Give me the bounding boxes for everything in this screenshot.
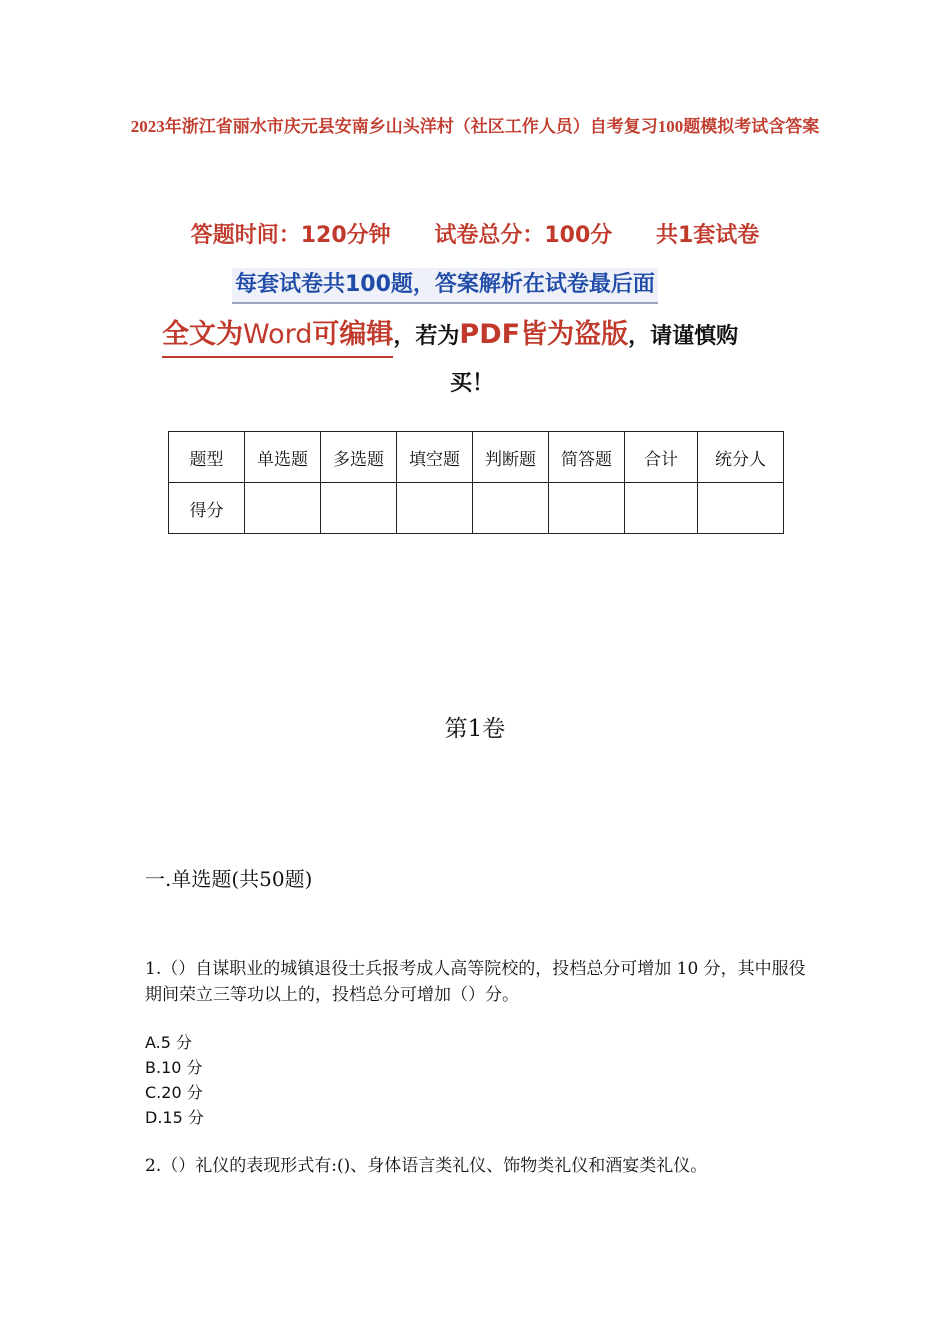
- header-fill-blank: 填空题: [397, 432, 473, 483]
- editable-notice: [162, 319, 393, 358]
- exam-set-count: 共1套试卷: [655, 223, 760, 248]
- notice-part2: 可编辑: [312, 319, 394, 350]
- header-multi-choice: 多选题: [321, 432, 397, 483]
- notice-word: Word: [243, 319, 313, 350]
- answer-notice: 每套试卷共100题，答案解析在试卷最后面: [232, 268, 658, 304]
- header-total: 合计: [625, 432, 698, 483]
- header-single-choice: 单选题: [245, 432, 321, 483]
- exam-info: [0, 218, 950, 249]
- score-cell: [698, 483, 784, 534]
- question-1-option-d: D.15 分: [145, 1108, 204, 1127]
- notice-buy: 买！: [450, 371, 495, 396]
- score-cell: [625, 483, 698, 534]
- exam-total-score: 试卷总分：100分: [434, 223, 613, 248]
- exam-time: 答题时间：120分钟: [190, 223, 391, 248]
- question-1: 1.（）自谋职业的城镇退役士兵报考成人高等院校的，投档总分可增加 10 分，其中服役期间荣立三等功以上的，投档总分可增加（）分。: [145, 959, 806, 1005]
- score-cell: [549, 483, 625, 534]
- question-1-option-b: B.10 分: [145, 1058, 203, 1077]
- notice-pdf: PDF皆为盗版: [459, 319, 629, 350]
- header-true-false: 判断题: [473, 432, 549, 483]
- score-table-score-row: [169, 483, 784, 534]
- question-1-option-c: C.20 分: [145, 1083, 203, 1102]
- notice-comma2: ，请谨慎购: [628, 324, 739, 349]
- question-2: 2.（）礼仪的表现形式有:()、身体语言类礼仪、饰物类礼仪和酒宴类礼仪。: [145, 1156, 708, 1176]
- copyright-notice: [162, 312, 738, 351]
- score-table-header-row: [169, 432, 784, 483]
- header-type: 题型: [169, 432, 245, 483]
- score-cell: [245, 483, 321, 534]
- score-table: [168, 431, 784, 534]
- header-short-answer: 简答题: [549, 432, 625, 483]
- score-cell: [321, 483, 397, 534]
- section-heading: 一.单选题(共50题): [145, 867, 313, 891]
- score-cell: [473, 483, 549, 534]
- row-label-score: 得分: [169, 483, 245, 534]
- volume-heading: 第1卷: [444, 716, 506, 742]
- notice-part1: 全文为: [162, 319, 243, 350]
- question-1-option-a: A.5 分: [145, 1033, 193, 1052]
- header-scorer: 统分人: [698, 432, 784, 483]
- notice-comma1: ，若为: [393, 324, 460, 349]
- score-cell: [397, 483, 473, 534]
- document-title: 2023年浙江省丽水市庆元县安南乡山头洋村（社区工作人员）自考复习100题模拟考试含答案: [130, 117, 820, 136]
